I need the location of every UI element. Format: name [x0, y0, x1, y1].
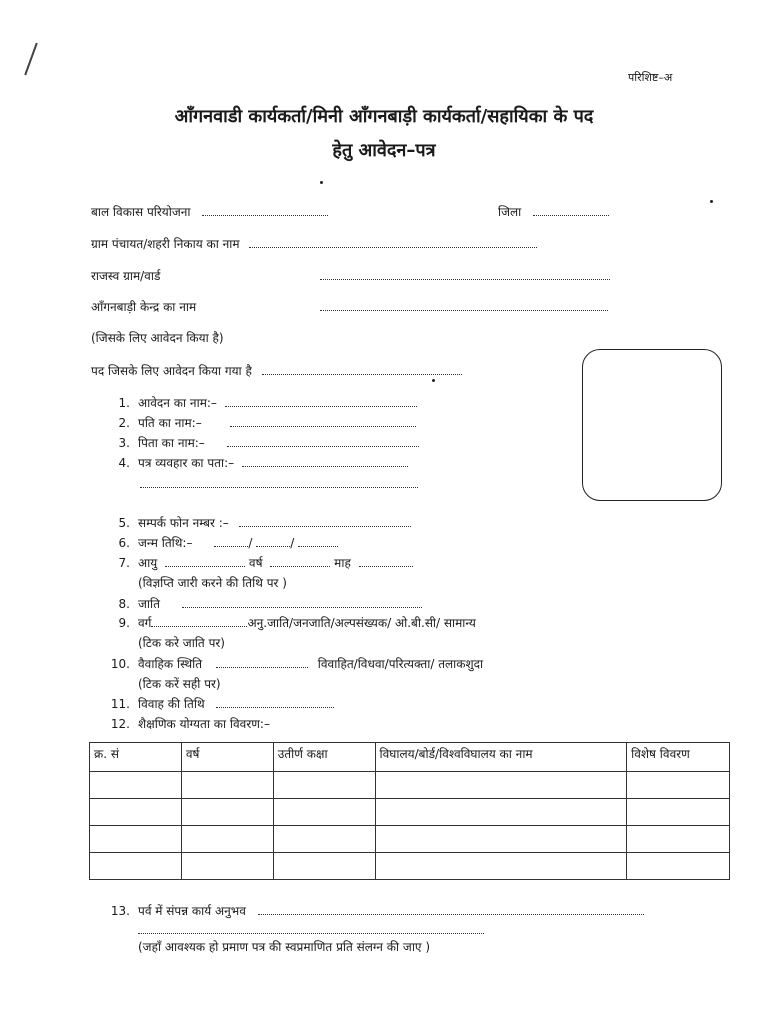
marriage-date-blank[interactable]	[216, 696, 334, 708]
gram-panchayat-field[interactable]	[91, 235, 537, 252]
anganwadi-name-field	[91, 298, 196, 315]
marital-label: वैवाहिक स्थिति	[138, 657, 203, 671]
col-remarks: विशेष विवरण	[627, 743, 730, 772]
item-number: 12.	[110, 717, 130, 731]
district-blank[interactable]	[533, 204, 609, 216]
item-number: 4.	[118, 456, 130, 470]
item-father-name[interactable]	[110, 434, 419, 451]
project-field[interactable]	[91, 203, 328, 220]
pen-tick-mark	[24, 43, 38, 76]
revenue-village-label: राजस्व ग्राम/वार्ड	[91, 269, 161, 283]
form-title-line1: आँगनवाडी कार्यकर्ता/मिनी आँगनबाड़ी कार्यकर्ता/सहायिका के पद	[174, 106, 594, 127]
item-phone[interactable]	[110, 514, 411, 531]
table-row	[90, 826, 730, 853]
category-options[interactable]: अनु.जाति/जनजाति/अल्पसंख्यक/ ओ.बी.सी/ सामान्य	[247, 616, 476, 630]
address-blank-1[interactable]	[242, 455, 408, 467]
item-number: 2.	[118, 416, 130, 430]
scan-speck	[710, 200, 713, 203]
phone-label: सम्पर्क फोन नम्बर :–	[138, 516, 229, 530]
father-name-blank[interactable]	[227, 435, 419, 447]
item-number: 8.	[118, 597, 130, 611]
table-row	[90, 799, 730, 826]
age-blank[interactable]	[165, 555, 245, 567]
anganwadi-name-blank[interactable]	[320, 299, 608, 311]
item-number: 1.	[118, 396, 130, 410]
father-name-label: पिता का नाम:–	[138, 436, 205, 450]
form-title-line2: हेतु आवेदन–पत्र	[332, 140, 436, 161]
age-note: (विज्ञप्ति जारी करने की तिथि पर )	[138, 576, 287, 590]
month-label: माह	[334, 556, 351, 570]
anganwadi-note: (जिसके लिए आवेदन किया है)	[91, 331, 224, 345]
dob-year-blank[interactable]	[298, 535, 338, 547]
table-cell[interactable]	[90, 772, 182, 799]
table-cell[interactable]	[90, 799, 182, 826]
category-note: (टिक करे जाति पर)	[138, 636, 225, 650]
revenue-village-blank[interactable]	[320, 268, 610, 280]
table-cell[interactable]	[375, 826, 627, 853]
table-cell[interactable]	[181, 772, 273, 799]
item-number: 7.	[118, 556, 130, 570]
caste-label: जाति	[138, 597, 160, 611]
table-header-row	[90, 743, 730, 772]
education-table	[89, 742, 730, 880]
table-row	[90, 772, 730, 799]
scan-speck	[432, 379, 435, 382]
marital-blank[interactable]	[216, 656, 308, 668]
item-number: 9.	[118, 616, 130, 630]
item-category[interactable]	[110, 614, 476, 631]
gram-panchayat-label: ग्राम पंचायत/शहरी निकाय का नाम	[91, 237, 240, 251]
item-dob[interactable]: 6. जन्म तिथि:– / /	[110, 534, 338, 551]
table-cell[interactable]	[273, 772, 375, 799]
table-cell[interactable]	[375, 772, 627, 799]
footer-note: (जहाँ आवश्यक हो प्रमाण पत्र की स्वप्रमाणित प्रति संलग्न की जाए )	[138, 940, 431, 954]
table-cell[interactable]	[375, 853, 627, 880]
husband-name-label: पति का नाम:–	[138, 416, 202, 430]
table-cell[interactable]	[273, 853, 375, 880]
item-number: 6.	[118, 536, 130, 550]
table-cell[interactable]	[273, 826, 375, 853]
table-cell[interactable]	[90, 853, 182, 880]
item-number: 13.	[110, 904, 130, 918]
scan-speck	[320, 181, 323, 184]
table-cell[interactable]	[627, 853, 730, 880]
table-cell[interactable]	[375, 799, 627, 826]
age-label: आयु	[138, 556, 158, 570]
post-applied-field[interactable]	[91, 362, 462, 379]
table-cell[interactable]	[181, 853, 273, 880]
item-address[interactable]	[110, 454, 408, 471]
address-blank-2[interactable]	[140, 476, 418, 488]
table-cell[interactable]	[181, 799, 273, 826]
item-number: 3.	[118, 436, 130, 450]
education-label: शैक्षणिक योग्यता का विवरण:–	[138, 717, 270, 731]
item-number: 11.	[110, 697, 130, 711]
photo-box	[582, 349, 722, 501]
experience-blank-2[interactable]	[138, 922, 484, 934]
category-blank[interactable]	[151, 615, 247, 627]
marital-options[interactable]: विवाहित/विधवा/परित्यक्ता/ तलाकशुदा	[317, 657, 484, 671]
applicant-name-label: आवेदन का नाम:–	[138, 396, 217, 410]
experience-label: पर्व में संपन्न कार्य अनुभव	[138, 904, 246, 918]
marital-note: (टिक करें सही पर)	[138, 677, 221, 691]
col-institution: विघालय/बोर्ड/विश्वविघालय का नाम	[375, 743, 627, 772]
year-label: वर्ष	[248, 556, 263, 570]
phone-blank[interactable]	[239, 515, 411, 527]
applicant-name-blank[interactable]	[225, 395, 417, 407]
item-marriage-date[interactable]	[110, 695, 334, 712]
table-cell[interactable]	[273, 799, 375, 826]
revenue-village-field	[91, 267, 160, 284]
post-applied-blank[interactable]	[262, 363, 462, 375]
post-applied-label: पद जिसके लिए आवेदन किया गया है	[91, 364, 252, 378]
gram-panchayat-blank[interactable]	[249, 236, 537, 248]
table-row	[90, 853, 730, 880]
item-applicant-name[interactable]	[110, 394, 417, 411]
dob-day-blank[interactable]	[214, 535, 248, 547]
appendix-label: परिशिष्ट–अ	[628, 71, 673, 84]
district-field[interactable]	[498, 203, 609, 220]
project-label: बाल विकास परियोजना	[91, 205, 191, 219]
item-caste[interactable]	[110, 595, 422, 612]
experience-blank-1[interactable]	[258, 903, 644, 915]
item-age[interactable]	[110, 554, 413, 571]
category-label: वर्ग	[138, 616, 152, 630]
item-number: 10.	[110, 657, 130, 671]
table-cell[interactable]	[90, 826, 182, 853]
table-cell[interactable]	[627, 799, 730, 826]
month-blank[interactable]	[359, 555, 413, 567]
marriage-date-label: विवाह की तिथि	[138, 697, 205, 711]
table-cell[interactable]	[181, 826, 273, 853]
caste-blank[interactable]	[182, 596, 422, 608]
col-class: उतीर्ण कक्षा	[273, 743, 375, 772]
district-label: जिला	[498, 205, 522, 219]
dob-label: जन्म तिथि:–	[138, 536, 193, 550]
year-blank[interactable]	[270, 555, 330, 567]
item-marital[interactable]	[110, 655, 483, 672]
item-experience[interactable]	[110, 902, 644, 919]
dob-month-blank[interactable]	[256, 535, 290, 547]
husband-name-blank[interactable]	[230, 415, 416, 427]
item-number: 5.	[118, 516, 130, 530]
col-serial: क्र. सं	[90, 743, 182, 772]
table-cell[interactable]	[627, 826, 730, 853]
project-blank[interactable]	[202, 204, 328, 216]
item-education	[110, 715, 270, 732]
address-label: पत्र व्यवहार का पता:–	[138, 456, 235, 470]
table-cell[interactable]	[627, 772, 730, 799]
item-husband-name[interactable]	[110, 414, 416, 431]
anganwadi-name-label: आँगनबाड़ी केन्द्र का नाम	[91, 300, 197, 314]
col-year: वर्ष	[181, 743, 273, 772]
